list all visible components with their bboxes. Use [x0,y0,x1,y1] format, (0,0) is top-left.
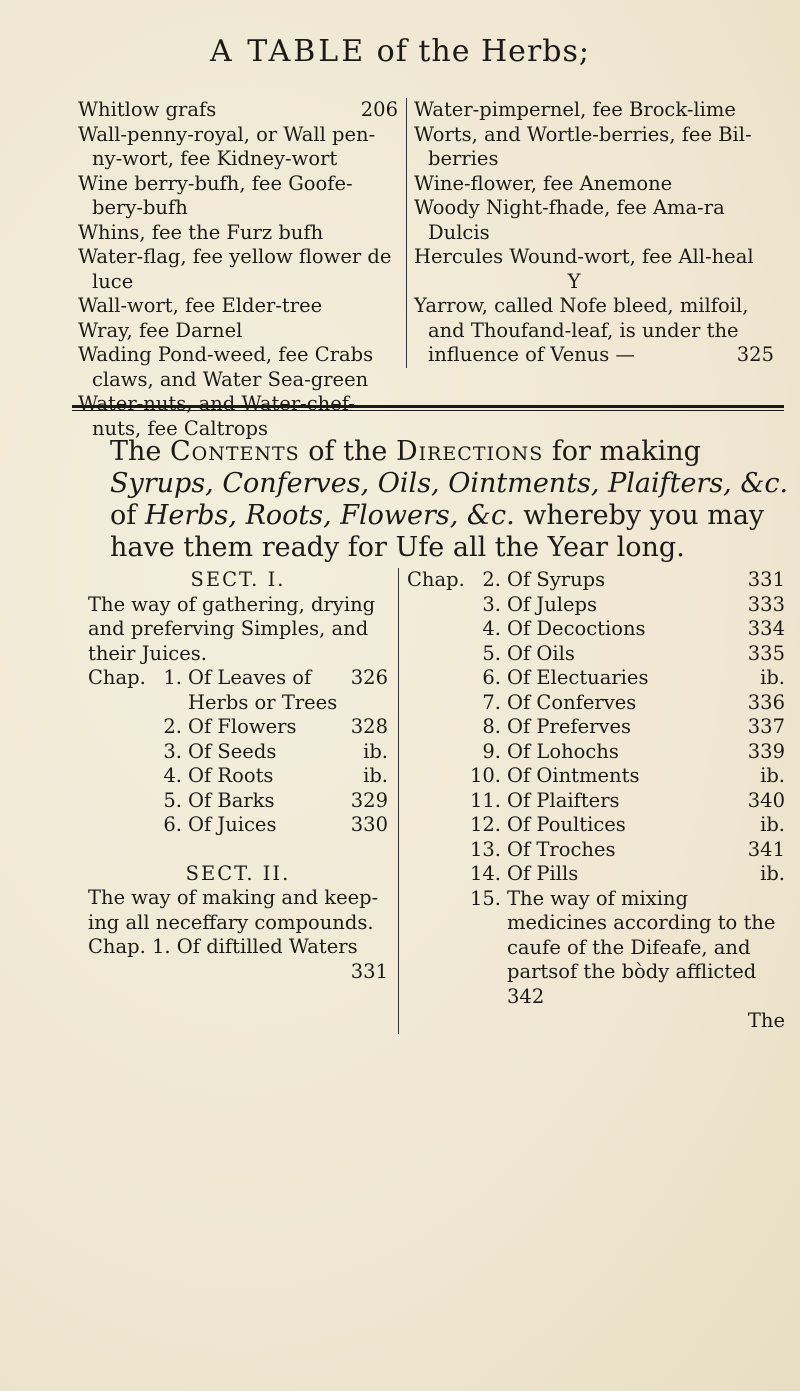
index-entry [414,245,774,270]
chapter-page: 330 [350,813,388,836]
chapter-page: 328 [350,715,388,738]
chapter-label: Of Pills [507,862,579,885]
chapter-row [88,789,388,814]
chapter-prefix [407,715,463,740]
chapter-prefix [88,715,144,740]
chapter-row [407,715,785,740]
chapter-row [407,813,785,838]
chapter-row [407,764,785,789]
entry-text: Water-nuts, and Water-chef-nuts, fee Caltrops [78,392,355,440]
chapter-label: Of Seeds [188,739,277,763]
chapter-label: Of Barks [188,788,275,812]
chapter-prefix [407,789,463,814]
divider-rule-thick [72,405,784,408]
chapter-number: 10. [469,764,501,787]
index-entry [414,172,774,197]
chapter-prefix [407,838,463,863]
chapter-page: 329 [350,788,388,812]
index-entry [78,392,398,441]
running-head-subtitle: of the Herbs; [376,34,590,69]
index-entry [414,98,774,123]
heading-items: Herbs, Roots, Flowers, &c. [144,500,515,531]
chapter-number: 11. [469,788,501,812]
chapter-page: 340 [747,788,785,812]
chapter-prefix [407,666,463,691]
running-head [0,34,800,69]
chapter-prefix [88,740,144,765]
divider-rule-thin [72,410,784,411]
chapter-prefix [407,642,463,667]
chapter-page: 335 [747,641,785,665]
chapter-label: Of Electuaries [507,666,649,689]
chapter-row [407,593,785,618]
chapter-prefix [407,740,463,765]
index-entry [78,294,398,319]
chapter-label: Of Roots [188,764,274,787]
chapter-number: 8. [482,715,501,738]
spacer [88,838,388,862]
chapter-prefix [407,593,463,618]
chapter-label: Of Plaifters [507,788,620,812]
chapter-row [88,813,388,838]
entry-text: Yarrow, called Nofe bleed, milfoil, and Thoufand-leaf, is under the influence of Venus — [414,294,749,366]
chapter-label: Of Troches [507,837,616,861]
chapter-prefix [88,789,144,814]
chapter-row [407,740,785,765]
chapter-label: Of Oils [507,641,575,665]
chapter-page: ib. [760,862,785,885]
chapter-page: ib. [760,813,785,836]
chapter-number: 7. [482,690,501,714]
chapter-page: 334 [747,617,785,640]
chapter-page: 339 [747,739,785,763]
index-entry [78,319,398,344]
index-entry [414,196,774,245]
chapter-prefix [88,764,144,789]
chapter-page: ib. [363,739,388,763]
herb-index-right-column [406,98,774,368]
chapter-label: Of Decoctions [507,617,646,640]
running-head-title: A TABLE [210,34,367,69]
chapter-page: 341 [747,837,785,861]
chapter-page: 337 [747,715,785,738]
index-entry [78,172,398,221]
contents-right-column [398,568,785,1034]
chapter-label: Of Flowers [188,715,297,738]
chapter-label: Of Juices [188,813,277,836]
chapter-number: 3. [482,592,501,616]
chapter-page: 326 [350,666,388,689]
index-entry [78,98,398,123]
index-entry [78,123,398,172]
index-entry [78,245,398,294]
chapter-label: Of Leaves of Herbs or Trees [188,666,338,714]
contents-left-column [88,568,388,984]
entry-text: Worts, and Wortle-berries, fee Bil-berries [414,122,752,170]
chapter-number: 13. [469,837,501,861]
entry-text: Wine berry-bufh, fee Goofe-bery-bufh [78,171,353,219]
chapter-number: 2. [482,568,501,591]
entry-text: Woody Night-fhade, fee Ama-ra Dulcis [414,196,725,244]
sect-1-description: The way of gathering, drying and preferving Simples, and their Juices. [88,592,376,665]
chapter-number: 6. [163,813,182,836]
chapter-page: 342 [507,984,545,1008]
chapter-label: Of Syrups [507,568,606,591]
chapter-page: 336 [747,690,785,714]
chapter-row [88,715,388,740]
heading-rest: whereby you may have them ready for Ufe all the Year long. [110,500,765,563]
chapter-number: 4. [163,764,182,787]
chapter-row [407,789,785,814]
chapter-label: Of Lohochs [507,739,619,763]
chapter-page: 331 [747,568,785,591]
index-entry [414,123,774,172]
chapter-row [407,862,785,887]
chapter-number: 9. [482,739,501,763]
entry-page: 206 [360,98,398,121]
chapter-page: ib. [760,666,785,689]
chapter-row [407,568,785,593]
entry-text: Hercules Wound-wort, fee All-heal [414,245,754,268]
entry-text: Wine-flower, fee Anemone [414,171,673,195]
chapter-prefix [88,813,144,838]
chapter-label: Of Ointments [507,764,640,787]
entry-page: 325 [736,343,774,366]
chapter-number: 4. [482,617,501,640]
chapter-number: 15. [469,886,501,910]
chapter-number: 14. [469,862,501,885]
catchword: The [747,1009,785,1032]
index-entry [78,221,398,246]
chapter-page: 331 [350,959,388,983]
chapter-row [407,838,785,863]
section-letter: Y [567,269,581,293]
chapter-number: 1. [163,666,182,689]
chapter-number: 5. [482,641,501,665]
chapter-page: ib. [760,764,785,787]
contents-heading [110,436,790,564]
sect-2-description: The way of making and keep-ing all neceffary compounds. [88,886,379,934]
entry-text: Wading Pond-weed, fee Crabs claws, and Water Sea-green [78,343,374,391]
chapter-label: Of Juleps [507,592,598,616]
chapter-row [88,764,388,789]
chapter-row [407,666,785,691]
heading-word: for making [551,436,701,467]
chapter-prefix [407,691,463,716]
heading-items: Syrups, Conferves, Oils, Ointments, Plaifters, &c. [110,468,789,499]
chapter-row [407,642,785,667]
chapter-number: 5. [163,788,182,812]
chapter-page: ib. [363,764,388,787]
chapter-number: 6. [482,666,501,689]
chapter-label: Of Preferves [507,715,632,738]
chapter-row [407,691,785,716]
chapter-row [88,740,388,765]
chapter-page: 333 [747,592,785,616]
chapter-label [507,887,785,1010]
entry-text: Water-pimpernel, fee Brock-lime [414,98,736,121]
chapter-label: Of Poultices [507,813,626,836]
herb-index-left-column [78,98,398,441]
entry-text: Wray, fee Darnel [78,318,243,342]
entry-text: Wall-penny-royal, or Wall pen-ny-wort, fee Kidney-wort [78,122,376,170]
chapter-line: Chap. 1. Of diftilled Waters [88,935,358,958]
entry-text: Whins, fee the Furz bufh [78,220,324,244]
entry-text: Water-flag, fee yellow flower de luce [78,245,392,293]
index-entry [78,343,398,392]
heading-word: Directions [395,436,544,467]
chapter-prefix: Chap. [88,666,146,689]
heading-word: The [110,436,162,467]
chapter-prefix: Chap. [407,568,465,591]
sect-2-heading: SECT. II. [185,861,291,885]
entry-text: Whitlow grafs [78,98,217,121]
entry-text: Wall-wort, fee Elder-tree [78,294,323,317]
chapter-label: Of Conferves [507,690,637,714]
chapter-number: 12. [469,813,501,836]
chapter-number: 2. [163,715,182,738]
heading-word: Contents [169,436,300,467]
chapter-prefix [407,617,463,642]
sect-1-heading: SECT. I. [190,568,286,591]
heading-word: of [110,500,137,531]
chapter-prefix [407,862,463,887]
chapter-text: The way of mixing medicines according to the caufe of the Difeafe, and partsof the bòdy afflicted [507,886,776,983]
chapter-row [88,666,388,715]
chapter-row [407,617,785,642]
chapter-prefix [407,813,463,838]
chapter-prefix [407,764,463,789]
index-entry-yarrow [414,294,774,368]
chapter-row [407,887,785,1010]
heading-word: of the [308,436,388,467]
chapter-number: 3. [163,739,182,763]
